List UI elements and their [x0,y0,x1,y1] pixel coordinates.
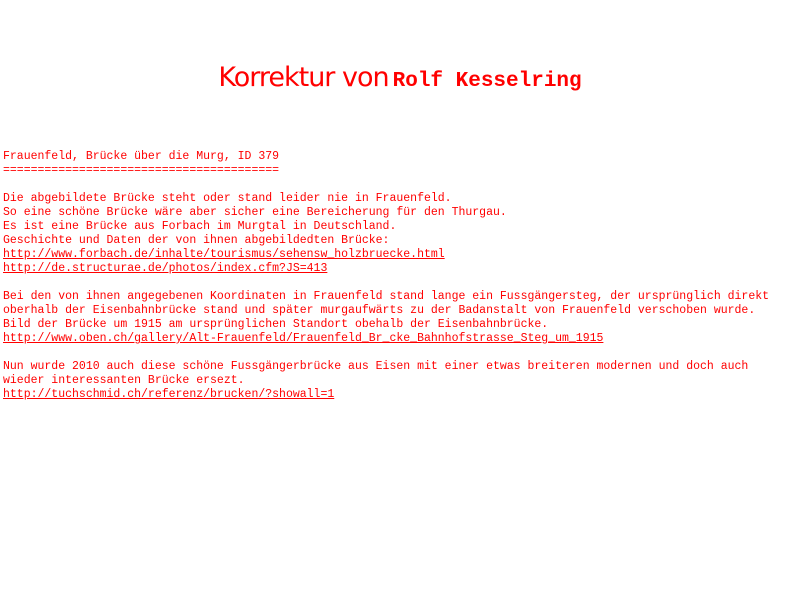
forbach-link[interactable]: http://www.forbach.de/inhalte/tourismus/sehensw_holzbruecke.html [3,248,445,261]
title-author-name: Rolf Kesselring [392,70,582,93]
paragraph-line: So eine schöne Brücke wäre aber sicher eine Bereicherung für den Thurgau. [3,206,507,219]
paragraph-koordinaten: Bei den von ihnen angegebenen Koordinaten in Frauenfeld stand lange ein Fussgängersteg, der ursprünglich direkt oberhalb der Eisenbahnbrücke stand und später murgaufwärts zu der Badanstalt von Frauenfeld verschoben wurde. [3,290,770,317]
oben-gallery-link[interactable]: http://www.oben.ch/gallery/Alt-Frauenfeld/Frauenfeld_Br_cke_Bahnhofstrasse_Steg_um_1915 [3,332,604,345]
tuchschmid-link[interactable]: http://tuchschmid.ch/referenz/brucken/?showall=1 [3,388,335,401]
spacer [3,346,795,360]
spacer [3,178,795,192]
structurae-link[interactable]: http://de.structurae.de/photos/index.cfm?JS=413 [3,262,328,275]
paragraph-line: Es ist eine Brücke aus Forbach im Murgtal in Deutschland. [3,220,397,233]
spacer [3,276,795,290]
doc-heading: Frauenfeld, Brücke über die Murg, ID 379 [3,150,280,163]
page-header [0,62,800,93]
paragraph-ersatz: Nun wurde 2010 auch diese schöne Fussgängerbrücke aus Eisen mit einer etwas breiteren modernen und doch auch wieder interessanten Brücke ersezt. [3,360,749,387]
paragraph-line: Geschichte und Daten der von ihnen abgebildedten Brücke: [3,234,390,247]
doc-heading-underline: ======================================== [3,164,280,177]
correction-text [3,150,795,402]
paragraph-bild: Bild der Brücke um 1915 am ursprünglichen Standort obehalb der Eisenbahnbrücke. [3,318,549,331]
paragraph-line: Die abgebildete Brücke steht oder stand leider nie in Frauenfeld. [3,192,452,205]
title-prefix: Korrektur von [218,62,389,93]
